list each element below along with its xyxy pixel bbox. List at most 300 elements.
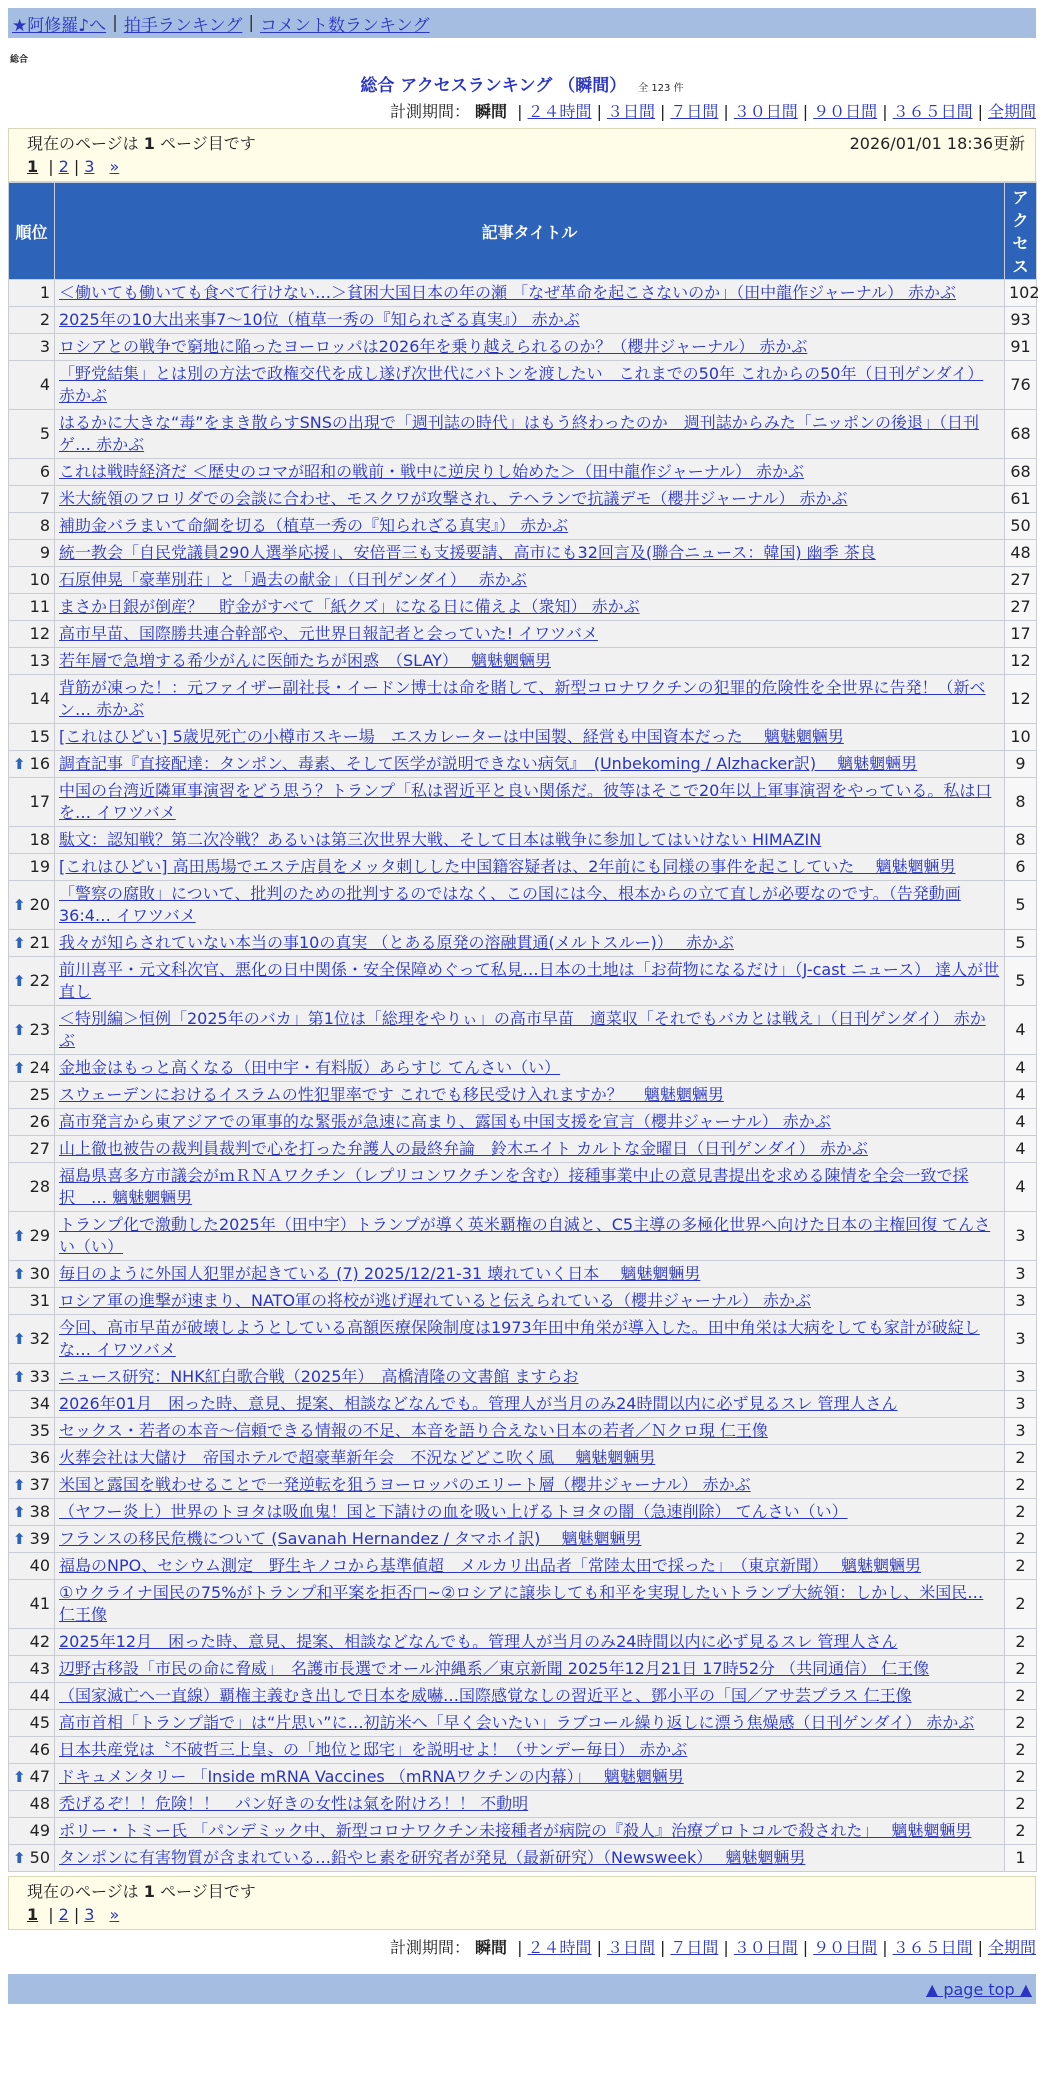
access-count: 93 <box>1005 307 1037 334</box>
bottom-bar <box>8 1974 1036 2004</box>
access-count: 2 <box>1005 1445 1037 1472</box>
rank-cell <box>9 675 55 724</box>
rank-number: 26 <box>29 1112 50 1131</box>
title-cell <box>55 1845 1005 1872</box>
article-link[interactable]: ポリー・トミー氏 「パンデミック中、新型コロナワクチン未接種者が病院の『殺人』治療プロトコルで殺された」 魑魅魍魎男 <box>59 1821 972 1840</box>
table-row <box>9 459 1037 486</box>
rank-cell <box>9 930 55 957</box>
title-cell <box>55 881 1005 930</box>
table-row <box>9 361 1037 410</box>
next-page-link[interactable]: » <box>109 1905 120 1924</box>
period-current: 瞬間 <box>475 1938 508 1957</box>
access-count: 2 <box>1005 1737 1037 1764</box>
rank-cell <box>9 1364 55 1391</box>
table-row <box>9 1109 1037 1136</box>
rank-number: 8 <box>39 516 50 535</box>
table-row <box>9 280 1037 307</box>
article-link[interactable]: （ヤフー炎上）世界のトヨタは吸血鬼！国と下請けの血を吸い上げるトヨタの闇（急速削除） てんさい（い） <box>59 1502 848 1521</box>
rank-up-icon: ⬆ <box>13 1330 26 1348</box>
rank-up-icon: ⬆ <box>13 1368 26 1386</box>
page-separator: | <box>73 157 80 176</box>
rank-number: 6 <box>39 462 50 481</box>
article-link[interactable]: トランプ化で激動した2025年（田中宇）トランプが導く英米覇権の自滅と、C5主導の多極化世界へ向けた日本の主権回復 てんさい（い） <box>59 1215 991 1256</box>
period-separator: | <box>517 102 523 121</box>
article-link[interactable]: 金地金はもっと高くなる（田中宇・有料版）あらすじ てんさい（い） <box>59 1058 561 1077</box>
ranking-title: 総合 アクセスランキング （瞬間） <box>360 76 627 96</box>
article-link[interactable]: 辺野古移設「市民の命に脅威」 名護市長選でオール沖縄系／東京新聞 2025年12月21日 17時52分 （共同通信） 仁王像 <box>59 1659 930 1678</box>
title-cell <box>55 1656 1005 1683</box>
rank-cell <box>9 1109 55 1136</box>
period-separator: | <box>802 102 809 121</box>
nav-separator: | <box>112 13 118 33</box>
table-row <box>9 1472 1037 1499</box>
table-row <box>9 1006 1037 1055</box>
period-link[interactable]: ３０日間 <box>733 1938 798 1957</box>
rank-cell <box>9 280 55 307</box>
page-link[interactable]: 2 <box>58 1905 69 1924</box>
period-separator: | <box>596 1938 602 1957</box>
ranking-table <box>8 182 1040 1872</box>
period-selector <box>8 1936 1036 1960</box>
table-row <box>9 957 1037 1006</box>
rank-number: 14 <box>29 689 50 708</box>
page-separator: | <box>73 1905 80 1924</box>
rank-number: 7 <box>39 489 50 508</box>
rank-cell <box>9 1845 55 1872</box>
comment-ranking-link[interactable]: コメント数ランキング <box>260 15 430 36</box>
rank-number: 5 <box>39 424 50 443</box>
article-link[interactable]: ＜働いても働いても食べて行けない…＞貧困大国日本の年の瀬 「なぜ革命を起こさないのか」（田中龍作ジャーナル） 赤かぶ <box>59 283 957 302</box>
section-label: 総合 <box>10 55 29 65</box>
period-separator: | <box>882 1938 888 1957</box>
article-link[interactable]: ドキュメンタリー 「Inside mRNA Vaccines （mRNAワクチンの内幕）」 魑魅魍魎男 <box>59 1767 684 1786</box>
title-cell <box>55 1764 1005 1791</box>
pager-bottom <box>8 1876 1036 1930</box>
table-row <box>9 567 1037 594</box>
period-link[interactable]: ９０日間 <box>813 1938 878 1957</box>
rank-cell <box>9 1315 55 1364</box>
title-cell <box>55 1261 1005 1288</box>
article-link[interactable]: 火葬会社は大儲け 帝国ホテルで超豪華新年会 不況などどこ吹く風 魑魅魍魎男 <box>59 1448 656 1467</box>
period-separator: | <box>977 102 983 121</box>
period-separator: | <box>517 1938 523 1957</box>
article-link[interactable]: 高市早苗、国際勝共連合幹部や、元世界日報記者と会っていた! イワツバメ <box>59 624 598 643</box>
rank-number: 3 <box>39 337 50 356</box>
rank-number: 34 <box>29 1394 50 1413</box>
rank-number: 25 <box>29 1085 50 1104</box>
period-link[interactable]: ９０日間 <box>813 102 878 121</box>
rank-up-icon: ⬆ <box>13 1476 26 1494</box>
rank-number: 4 <box>39 375 50 394</box>
pager-top <box>8 128 1036 182</box>
title-cell <box>55 567 1005 594</box>
article-link[interactable]: 福島のNPO、セシウム測定 野生キノコから基準値超 メルカリ出品者「常陸太田で採った」 （東京新聞） 魑魅魍魎男 <box>59 1556 922 1575</box>
rank-number: 24 <box>29 1058 50 1077</box>
title-cell <box>55 280 1005 307</box>
access-count: 10 <box>1005 724 1037 751</box>
access-count: 27 <box>1005 567 1037 594</box>
rank-number: 43 <box>29 1659 50 1678</box>
table-row <box>9 1288 1037 1315</box>
table-row <box>9 1499 1037 1526</box>
title-cell <box>55 648 1005 675</box>
page-title <box>0 71 1044 96</box>
rank-cell <box>9 486 55 513</box>
table-row <box>9 1764 1037 1791</box>
rank-cell <box>9 1055 55 1082</box>
header-rank: 順位 <box>9 183 55 280</box>
access-count: 4 <box>1005 1082 1037 1109</box>
page-top-link[interactable]: ▲ page top ▲ <box>925 1979 1032 1999</box>
header-title: 記事タイトル <box>55 183 1005 280</box>
table-row <box>9 1791 1037 1818</box>
article-link[interactable]: 石原伸晃「豪華別荘」と「過去の献金」（日刊ゲンダイ） 赤かぶ <box>59 570 527 589</box>
article-link[interactable]: 2025年の10大出来事7～10位（植草一秀の『知られざる真実』） 赤かぶ <box>59 310 580 329</box>
period-separator: | <box>882 102 888 121</box>
title-cell <box>55 724 1005 751</box>
next-page-link[interactable]: » <box>109 157 120 176</box>
page-separator: | <box>48 157 54 176</box>
rank-number: 46 <box>29 1740 50 1759</box>
rank-number: 49 <box>29 1821 50 1840</box>
article-link[interactable]: セックス・若者の本音〜信頼できる情報の不足、本音を語り合えない日本の若者／Ｎクロ現 仁王像 <box>59 1421 768 1440</box>
period-link[interactable]: ７日間 <box>670 1938 719 1957</box>
access-count: 2 <box>1005 1629 1037 1656</box>
access-count: 2 <box>1005 1499 1037 1526</box>
article-link[interactable]: タンポンに有害物質が含まれている…鉛やヒ素を研究者が発見（最新研究）（Newsweek） 魑魅魍魎男 <box>59 1848 806 1867</box>
table-row <box>9 1136 1037 1163</box>
rank-number: 42 <box>29 1632 50 1651</box>
table-row <box>9 1445 1037 1472</box>
table-row <box>9 751 1037 778</box>
nav-separator: | <box>248 13 255 33</box>
title-cell <box>55 486 1005 513</box>
access-count: 3 <box>1005 1288 1037 1315</box>
title-cell <box>55 1109 1005 1136</box>
title-cell <box>55 778 1005 827</box>
table-row <box>9 594 1037 621</box>
title-cell <box>55 540 1005 567</box>
title-cell <box>55 1212 1005 1261</box>
table-row <box>9 675 1037 724</box>
access-count: 3 <box>1005 1315 1037 1364</box>
rank-cell <box>9 1418 55 1445</box>
rank-cell <box>9 648 55 675</box>
article-link[interactable]: [これはひどい] 高田馬場でエステ店員をメッタ刺しした中国籍容疑者は、2年前にも同様の事件を起こしていた 魑魅魍魎男 <box>59 857 956 876</box>
period-link[interactable]: ２４時間 <box>527 1938 592 1957</box>
period-separator: | <box>723 102 729 121</box>
article-link[interactable]: 駄文：認知戦？第二次冷戦？あるいは第三次世界大戦、そして日本は戦争に参加してはいけない HIMAZIN <box>59 830 822 849</box>
rank-cell <box>9 1818 55 1845</box>
title-cell <box>55 827 1005 854</box>
article-link[interactable]: 高市発言から東アジアでの軍事的な緊張が急速に高まり、露国も中国支援を宣言（櫻井ジャーナル） 赤かぶ <box>59 1112 831 1131</box>
period-link[interactable]: ３０日間 <box>733 102 798 121</box>
article-link[interactable]: 若年層で急増する希少がんに医師たちが困惑 （SLAY） 魑魅魍魎男 <box>59 651 552 670</box>
article-link[interactable]: 米国と露国を戦わせることで一発逆転を狙うヨーロッパのエリート層（櫻井ジャーナル） 赤かぶ <box>59 1475 751 1494</box>
rank-number: 21 <box>29 933 50 952</box>
article-link[interactable]: まさか日銀が倒産？ 貯金がすべて「紙クズ」になる日に備えよ（衆知） 赤かぶ <box>59 597 640 616</box>
table-row <box>9 1553 1037 1580</box>
access-count: 91 <box>1005 334 1037 361</box>
rank-cell <box>9 1683 55 1710</box>
table-row <box>9 1082 1037 1109</box>
rank-number: 1 <box>39 283 50 302</box>
rank-number: 50 <box>29 1848 50 1867</box>
article-link[interactable]: はるかに大きな“毒”をまき散らすSNSの出現で「週刊誌の時代」はもう終わったのか 週刊誌からみた「ニッポンの後退」（日刊ゲ… 赤かぶ <box>59 413 980 454</box>
updated-timestamp: 2026/01/01 18:36更新 <box>849 134 1025 153</box>
access-count: 4 <box>1005 1055 1037 1082</box>
title-cell <box>55 1737 1005 1764</box>
rank-number: 11 <box>29 597 50 616</box>
table-row <box>9 1737 1037 1764</box>
period-separator: | <box>977 1938 983 1957</box>
rank-up-icon: ⬆ <box>13 972 26 990</box>
title-cell <box>55 594 1005 621</box>
page-link[interactable]: 2 <box>58 157 69 176</box>
rank-number: 38 <box>29 1502 50 1521</box>
rank-cell <box>9 1580 55 1629</box>
rank-number: 30 <box>29 1264 50 1283</box>
rank-cell <box>9 1288 55 1315</box>
title-cell <box>55 1288 1005 1315</box>
period-link[interactable]: 全期間 <box>987 102 1036 121</box>
rank-number: 35 <box>29 1421 50 1440</box>
access-count: 61 <box>1005 486 1037 513</box>
article-link[interactable]: ロシアとの戦争で窮地に陥ったヨーロッパは2026年を乗り越えられるのか？（櫻井ジャーナル） 赤かぶ <box>59 337 808 356</box>
title-cell <box>55 957 1005 1006</box>
rank-cell <box>9 621 55 648</box>
table-row <box>9 1629 1037 1656</box>
rank-up-icon: ⬆ <box>13 1849 26 1867</box>
period-link[interactable]: ３日間 <box>606 102 655 121</box>
title-cell <box>55 334 1005 361</box>
period-selector <box>8 100 1036 124</box>
page-separator: | <box>48 1905 54 1924</box>
table-row <box>9 724 1037 751</box>
rank-cell <box>9 854 55 881</box>
article-link[interactable]: 毎日のように外国人犯罪が起きている (7) 2025/12/21-31 壊れていく日本 魑魅魍魎男 <box>59 1264 701 1283</box>
page-link[interactable]: 3 <box>84 157 95 176</box>
rank-number: 13 <box>29 651 50 670</box>
rank-number: 40 <box>29 1556 50 1575</box>
title-cell <box>55 1629 1005 1656</box>
title-cell <box>55 1526 1005 1553</box>
access-count: 3 <box>1005 1212 1037 1261</box>
rank-cell <box>9 881 55 930</box>
period-link[interactable]: ７日間 <box>670 102 719 121</box>
table-row <box>9 778 1037 827</box>
rank-cell <box>9 1445 55 1472</box>
rank-up-icon: ⬆ <box>13 755 26 773</box>
period-link[interactable]: ２４時間 <box>527 102 592 121</box>
article-link[interactable]: スウェーデンにおけるイスラムの性犯罪率です これでも移民受け入れますか？ 魑魅魍魎男 <box>59 1085 724 1104</box>
rank-cell <box>9 513 55 540</box>
rank-number: 29 <box>29 1226 50 1245</box>
rank-number: 9 <box>39 543 50 562</box>
period-link[interactable]: 全期間 <box>987 1938 1036 1957</box>
article-link[interactable]: 2026年01月 困った時、意見、提案、相談などなんでも。管理人が当月のみ24時間以内に必ず見るスレ 管理人さん <box>59 1394 898 1413</box>
rank-cell <box>9 567 55 594</box>
article-link[interactable]: 米大統領のフロリダでの会談に合わせ、モスクワが攻撃され、テヘランで抗議デモ（櫻井ジャーナル） 赤かぶ <box>59 489 848 508</box>
table-row <box>9 1261 1037 1288</box>
access-count: 12 <box>1005 648 1037 675</box>
article-link[interactable]: 今回、高市早苗が破壊しようとしている高額医療保険制度は1973年田中角栄が導入した。田中角栄は大病をしても家計が破綻しな… イワツバメ <box>59 1318 980 1359</box>
rank-cell <box>9 724 55 751</box>
page-links <box>27 155 1025 179</box>
access-count: 2 <box>1005 1526 1037 1553</box>
rank-number: 39 <box>29 1529 50 1548</box>
top-nav-bar <box>8 8 1036 38</box>
rank-number: 45 <box>29 1713 50 1732</box>
access-count: 8 <box>1005 827 1037 854</box>
header-count: アクセス <box>1005 183 1037 280</box>
table-row <box>9 1683 1037 1710</box>
access-count: 2 <box>1005 1656 1037 1683</box>
table-row <box>9 1656 1037 1683</box>
period-separator: | <box>596 102 602 121</box>
rank-cell <box>9 1212 55 1261</box>
current-page-number: 1 <box>27 1905 39 1924</box>
access-count: 3 <box>1005 1261 1037 1288</box>
access-count: 2 <box>1005 1818 1037 1845</box>
rank-number: 41 <box>29 1594 50 1613</box>
title-cell <box>55 361 1005 410</box>
rank-number: 18 <box>29 830 50 849</box>
access-count: 27 <box>1005 594 1037 621</box>
rank-number: 32 <box>29 1329 50 1348</box>
article-link[interactable]: 禿げるぞ！！危険！！ パン好きの女性は氣を附けろ！！ 不動明 <box>59 1794 529 1813</box>
rank-number: 48 <box>29 1794 50 1813</box>
rank-cell <box>9 1006 55 1055</box>
rank-number: 17 <box>29 792 50 811</box>
article-link[interactable]: これは戦時経済だ ＜歴史のコマが昭和の戦前・戦中に逆戻りし始めた＞（田中龍作ジャーナル） 赤かぶ <box>59 462 805 481</box>
article-link[interactable]: 福島県喜多方市議会がｍＲＮＡワクチン（レプリコンワクチンを含む）接種事業中止の意見書提出を求める陳情を全会一致で採択 … 魑魅魍魎男 <box>59 1166 969 1207</box>
rank-cell <box>9 334 55 361</box>
article-link[interactable]: フランスの移民危機について (Savanah Hernandez / タマホイ訳) 魑魅魍魎男 <box>59 1529 642 1548</box>
period-link[interactable]: ３日間 <box>606 1938 655 1957</box>
table-row <box>9 1055 1037 1082</box>
total-count: 全 123 件 <box>638 83 684 94</box>
title-cell <box>55 1683 1005 1710</box>
access-count: 4 <box>1005 1006 1037 1055</box>
article-link[interactable]: ニュース研究：NHK紅白歌合戦（2025年） 高橋清隆の文書館 ますらお <box>59 1367 579 1386</box>
home-link[interactable]: ★阿修羅♪へ <box>12 15 107 36</box>
article-link[interactable]: ①ウクライナ国民の75%がトランプ和平案を拒否□~②ロシアに譲歩しても和平を実現したいトランプ大統領：しかし、米国民… 仁王像 <box>59 1583 984 1624</box>
article-link[interactable]: 山上徹也被告の裁判員裁判で心を打った弁護人の最終弁論 鈴木エイト カルトな金曜日（日刊ゲンダイ） 赤かぶ <box>59 1139 868 1158</box>
rank-number: 28 <box>29 1177 50 1196</box>
article-link[interactable]: 統一教会「自民党議員290人選挙応援」、安倍晋三も支援要請、高市にも32回言及(聯合ニュース：韓国) 幽季 茶良 <box>59 543 876 562</box>
title-cell <box>55 1006 1005 1055</box>
article-link[interactable]: ロシア軍の進撃が速まり、NATO軍の将校が逃げ遅れていると伝えられている（櫻井ジャーナル） 赤かぶ <box>59 1291 812 1310</box>
rank-up-icon: ⬆ <box>13 896 26 914</box>
access-count: 12 <box>1005 675 1037 724</box>
table-header-row <box>9 183 1037 280</box>
rank-number: 36 <box>29 1448 50 1467</box>
title-cell <box>55 1499 1005 1526</box>
table-row <box>9 1526 1037 1553</box>
access-count: 2 <box>1005 1710 1037 1737</box>
access-count: 3 <box>1005 1391 1037 1418</box>
article-link[interactable]: 背筋が凍った！：元ファイザー副社長・イードン博士は命を賭して、新型コロナワクチンの犯罪的危険性を全世界に告発！（新ベン… 赤かぶ <box>59 678 986 719</box>
title-cell <box>55 930 1005 957</box>
table-row <box>9 540 1037 567</box>
rank-number: 23 <box>29 1020 50 1039</box>
table-row <box>9 1315 1037 1364</box>
period-label: 計測期間： <box>389 102 470 121</box>
table-row <box>9 648 1037 675</box>
title-cell <box>55 751 1005 778</box>
rank-cell <box>9 1764 55 1791</box>
title-cell <box>55 1163 1005 1212</box>
article-link[interactable]: 「野党結集」とは別の方法で政権交代を成し遂げ次世代にバトンを渡したい これまでの50年 これからの50年（日刊ゲンダイ） 赤かぶ <box>59 364 984 405</box>
title-cell <box>55 675 1005 724</box>
period-link[interactable]: ３６５日間 <box>892 1938 973 1957</box>
title-cell <box>55 1580 1005 1629</box>
period-separator: | <box>659 102 666 121</box>
article-link[interactable]: 調査記事『直接配達：タンポン、毒素、そして医学が説明できない病気』 (Unbekoming / Alzhacker訳) 魑魅魍魎男 <box>59 754 918 773</box>
current-page-text: 現在のページは 1 ページ目です <box>27 1882 256 1901</box>
rank-cell <box>9 1656 55 1683</box>
article-link[interactable]: 高市首相「トランプ詣で」は“片思い”に…初訪米へ「早く会いたい」ラブコール繰り返しに漂う焦燥感（日刊ゲンダイ） 赤かぶ <box>59 1713 975 1732</box>
page-link[interactable]: 3 <box>84 1905 95 1924</box>
access-count: 6 <box>1005 854 1037 881</box>
article-link[interactable]: 日本共産党は〝不破哲三上皇〟の「地位と邸宅」を説明せよ！（サンデー毎日） 赤かぶ <box>59 1740 688 1759</box>
access-count: 102 <box>1005 280 1037 307</box>
rank-number: 22 <box>29 971 50 990</box>
rank-cell <box>9 1791 55 1818</box>
article-link[interactable]: ＜特別編＞恒例「2025年のバカ」第1位は「総理をやりぃ」の高市早苗 適菜収「それでもバカとは戦え」（日刊ゲンダイ） 赤かぶ <box>59 1009 986 1050</box>
rank-cell <box>9 751 55 778</box>
rank-cell <box>9 1472 55 1499</box>
period-link[interactable]: ３６５日間 <box>892 102 973 121</box>
access-count: 2 <box>1005 1764 1037 1791</box>
article-link[interactable]: 中国の台湾近隣軍事演習をどう思う？トランプ「私は習近平と良い関係だ。彼等はそこで20年以上軍事演習をやっている。私は口を… イワツバメ <box>59 781 992 822</box>
title-cell <box>55 1082 1005 1109</box>
article-link[interactable]: 2025年12月 困った時、意見、提案、相談などなんでも。管理人が当月のみ24時間以内に必ず見るスレ 管理人さん <box>59 1632 898 1651</box>
rank-cell <box>9 1136 55 1163</box>
table-row <box>9 930 1037 957</box>
article-link[interactable]: （国家滅亡へ一直線）覇権主義むき出しで日本を威嚇…国際感覚なしの習近平と、鄧小平の「国／アサ芸プラス 仁王像 <box>59 1686 912 1705</box>
table-row <box>9 334 1037 361</box>
rank-number: 15 <box>29 727 50 746</box>
table-row <box>9 410 1037 459</box>
article-link[interactable]: 前川喜平・元文科次官、悪化の日中関係・安全保障めぐって私見…日本の土地は「お荷物になるだけ」（J-cast ニュース） 達人が世直し <box>59 960 1000 1001</box>
period-label: 計測期間： <box>389 1938 470 1957</box>
title-cell <box>55 1055 1005 1082</box>
table-row <box>9 486 1037 513</box>
article-link[interactable]: 「警察の腐敗」について、批判のための批判するのではなく、この国には今、根本からの立て直しが必要なのです。（告発動画36:4… イワツバメ <box>59 884 961 925</box>
rank-number: 27 <box>29 1139 50 1158</box>
table-row <box>9 881 1037 930</box>
title-cell <box>55 307 1005 334</box>
rank-cell <box>9 594 55 621</box>
rank-cell <box>9 361 55 410</box>
access-count: 3 <box>1005 1364 1037 1391</box>
access-count: 2 <box>1005 1553 1037 1580</box>
article-link[interactable]: 我々が知らされていない本当の事10の真実 （とある原発の溶融貫通(メルトスルー)） 赤かぶ <box>59 933 734 952</box>
rank-up-icon: ⬆ <box>13 1768 26 1786</box>
table-row <box>9 1212 1037 1261</box>
rank-cell <box>9 1391 55 1418</box>
access-count: 2 <box>1005 1683 1037 1710</box>
rank-number: 16 <box>29 754 50 773</box>
period-current: 瞬間 <box>475 102 508 121</box>
article-link[interactable]: 補助金バラまいて命綱を切る（植草一秀の『知られざる真実』） 赤かぶ <box>59 516 569 535</box>
article-link[interactable]: [これはひどい] 5歳児死亡の小樽市スキー場 エスカレーターは中国製、経営も中国資本だった 魑魅魍魎男 <box>59 727 844 746</box>
rank-cell <box>9 1163 55 1212</box>
access-count: 48 <box>1005 540 1037 567</box>
applause-ranking-link[interactable]: 拍手ランキング <box>123 15 243 36</box>
